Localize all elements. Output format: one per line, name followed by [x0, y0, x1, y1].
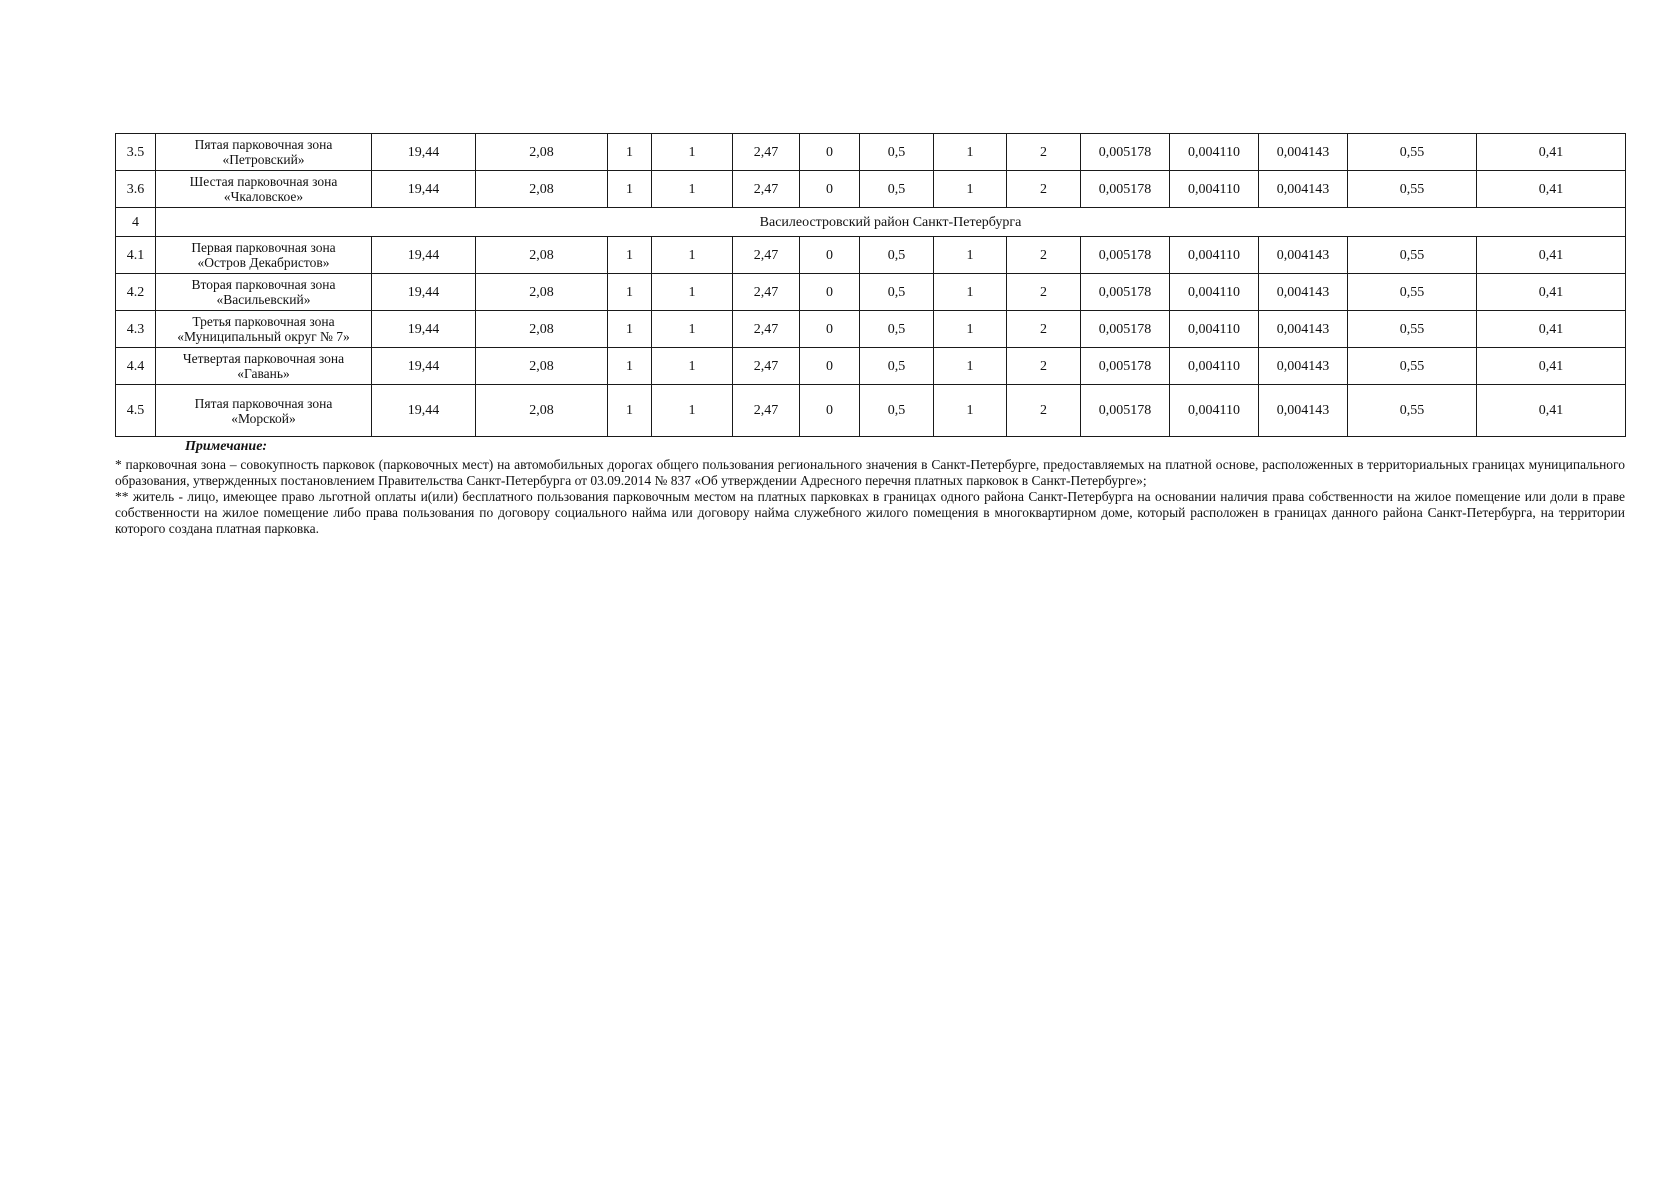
zone-name-quoted: «Чкаловское»	[223, 189, 304, 204]
value-col-10: 1	[934, 171, 1007, 208]
value-col-7: 2,47	[733, 134, 800, 171]
value-col-11: 2	[1007, 274, 1081, 311]
zone-name-quoted: «Остров Декабристов»	[197, 255, 330, 270]
value-col-6: 1	[652, 134, 733, 171]
zone-name	[156, 348, 372, 385]
value-col-4: 2,08	[476, 311, 608, 348]
note-parking-zone: * парковочная зона – совокупность парковок (парковочных мест) на автомобильных дорогах общего пользования регионального значения в Санкт-Петербурге, предоставляемых на платной основе, расположенных в территориальных границах муниципального образования, утвержденных постановлением Правительства Санкт-Петербурга от 03.09.2014 № 837 «Об утверждении Адресного перечня платных парковок в Санкт-Петербурге»;	[115, 457, 1625, 488]
value-col-4: 2,08	[476, 237, 608, 274]
table-body	[116, 134, 1626, 437]
value-col-11: 2	[1007, 134, 1081, 171]
value-col-13: 0,004110	[1170, 311, 1259, 348]
value-col-6: 1	[652, 274, 733, 311]
zone-name-quoted: «Муниципальный округ № 7»	[177, 329, 350, 344]
table-row	[116, 311, 1626, 348]
value-col-13: 0,004110	[1170, 171, 1259, 208]
value-col-16: 0,41	[1477, 274, 1626, 311]
value-col-10: 1	[934, 134, 1007, 171]
value-col-5: 1	[608, 237, 652, 274]
table-row	[116, 385, 1626, 437]
zone-name	[156, 385, 372, 437]
value-col-15: 0,55	[1348, 237, 1477, 274]
value-col-10: 1	[934, 237, 1007, 274]
document-page	[115, 133, 1625, 537]
value-col-11: 2	[1007, 311, 1081, 348]
value-col-9: 0,5	[860, 171, 934, 208]
value-col-6: 1	[652, 171, 733, 208]
value-col-10: 1	[934, 385, 1007, 437]
value-col-16: 0,41	[1477, 171, 1626, 208]
table-row	[116, 348, 1626, 385]
value-col-5: 1	[608, 311, 652, 348]
value-col-16: 0,41	[1477, 311, 1626, 348]
zone-name-line: Пятая парковочная зона	[194, 395, 333, 411]
row-number: 3.6	[116, 171, 156, 208]
parking-tariff-table	[115, 133, 1626, 437]
zone-name	[156, 311, 372, 348]
value-col-6: 1	[652, 385, 733, 437]
value-col-7: 2,47	[733, 171, 800, 208]
table-row	[116, 171, 1626, 208]
value-col-3: 19,44	[372, 171, 476, 208]
value-col-8: 0	[800, 385, 860, 437]
value-col-7: 2,47	[733, 385, 800, 437]
value-col-11: 2	[1007, 385, 1081, 437]
table-row	[116, 134, 1626, 171]
row-number: 4.1	[116, 237, 156, 274]
row-number: 4.2	[116, 274, 156, 311]
value-col-15: 0,55	[1348, 385, 1477, 437]
value-col-3: 19,44	[372, 348, 476, 385]
value-col-8: 0	[800, 237, 860, 274]
value-col-13: 0,004110	[1170, 274, 1259, 311]
zone-name-quoted: «Морской»	[231, 410, 296, 426]
value-col-12: 0,005178	[1081, 237, 1170, 274]
value-col-7: 2,47	[733, 237, 800, 274]
value-col-15: 0,55	[1348, 274, 1477, 311]
value-col-15: 0,55	[1348, 311, 1477, 348]
value-col-8: 0	[800, 171, 860, 208]
zone-name-quoted: «Васильевский»	[216, 292, 311, 307]
value-col-9: 0,5	[860, 274, 934, 311]
value-col-14: 0,004143	[1259, 171, 1348, 208]
value-col-14: 0,004143	[1259, 237, 1348, 274]
zone-name	[156, 171, 372, 208]
table-row	[116, 274, 1626, 311]
value-col-14: 0,004143	[1259, 348, 1348, 385]
value-col-13: 0,004110	[1170, 348, 1259, 385]
notes-title: Примечание:	[185, 439, 268, 454]
value-col-5: 1	[608, 134, 652, 171]
zone-name-line: Четвертая парковочная зона	[182, 351, 345, 366]
value-col-3: 19,44	[372, 274, 476, 311]
value-col-7: 2,47	[733, 348, 800, 385]
zone-name-line: Пятая парковочная зона	[194, 137, 333, 152]
zone-name-quoted: «Гавань»	[237, 366, 290, 381]
value-col-12: 0,005178	[1081, 274, 1170, 311]
zone-name	[156, 274, 372, 311]
value-col-16: 0,41	[1477, 385, 1626, 437]
value-col-13: 0,004110	[1170, 134, 1259, 171]
value-col-5: 1	[608, 385, 652, 437]
value-col-15: 0,55	[1348, 348, 1477, 385]
value-col-16: 0,41	[1477, 134, 1626, 171]
value-col-4: 2,08	[476, 274, 608, 311]
row-number: 3.5	[116, 134, 156, 171]
note-resident: ** житель - лицо, имеющее право льготной оплаты и(или) бесплатного пользования парковочным местом на платных парковках в границах одного района Санкт-Петербурга на основании наличия права собственности на жилое помещение или доли в праве собственности на жилое помещение либо права пользования по договору социального найма или договору найма служебного жилого помещения в многоквартирном доме, который расположен в границах данного района Санкт-Петербурга, на территории которого создана платная парковка.	[115, 489, 1625, 536]
value-col-7: 2,47	[733, 274, 800, 311]
value-col-8: 0	[800, 348, 860, 385]
value-col-15: 0,55	[1348, 171, 1477, 208]
value-col-8: 0	[800, 311, 860, 348]
value-col-9: 0,5	[860, 134, 934, 171]
value-col-4: 2,08	[476, 134, 608, 171]
zone-name-line: Вторая парковочная зона	[191, 277, 336, 292]
value-col-14: 0,004143	[1259, 385, 1348, 437]
zone-name-line: Шестая парковочная зона	[189, 174, 338, 189]
value-col-3: 19,44	[372, 385, 476, 437]
value-col-8: 0	[800, 274, 860, 311]
row-number: 4.4	[116, 348, 156, 385]
value-col-12: 0,005178	[1081, 348, 1170, 385]
row-number: 4	[116, 208, 156, 237]
district-title: Василеостровский район Санкт-Петербурга	[156, 208, 1626, 237]
value-col-14: 0,004143	[1259, 311, 1348, 348]
value-col-15: 0,55	[1348, 134, 1477, 171]
value-col-13: 0,004110	[1170, 385, 1259, 437]
zone-name-quoted: «Петровский»	[222, 152, 305, 167]
value-col-14: 0,004143	[1259, 274, 1348, 311]
value-col-3: 19,44	[372, 134, 476, 171]
value-col-14: 0,004143	[1259, 134, 1348, 171]
value-col-10: 1	[934, 348, 1007, 385]
row-number: 4.3	[116, 311, 156, 348]
value-col-6: 1	[652, 348, 733, 385]
value-col-8: 0	[800, 134, 860, 171]
value-col-7: 2,47	[733, 311, 800, 348]
zone-name-line: Третья парковочная зона	[192, 314, 335, 329]
value-col-4: 2,08	[476, 171, 608, 208]
value-col-9: 0,5	[860, 237, 934, 274]
value-col-16: 0,41	[1477, 237, 1626, 274]
value-col-12: 0,005178	[1081, 171, 1170, 208]
table-row	[116, 237, 1626, 274]
value-col-11: 2	[1007, 171, 1081, 208]
zone-name-line: Первая парковочная зона	[191, 240, 336, 255]
value-col-11: 2	[1007, 348, 1081, 385]
zone-name	[156, 237, 372, 274]
value-col-3: 19,44	[372, 237, 476, 274]
value-col-5: 1	[608, 171, 652, 208]
value-col-9: 0,5	[860, 311, 934, 348]
value-col-12: 0,005178	[1081, 311, 1170, 348]
value-col-13: 0,004110	[1170, 237, 1259, 274]
value-col-11: 2	[1007, 237, 1081, 274]
value-col-3: 19,44	[372, 311, 476, 348]
value-col-16: 0,41	[1477, 348, 1626, 385]
district-row	[116, 208, 1626, 237]
zone-name	[156, 134, 372, 171]
value-col-6: 1	[652, 237, 733, 274]
value-col-10: 1	[934, 311, 1007, 348]
row-number: 4.5	[116, 385, 156, 437]
value-col-4: 2,08	[476, 348, 608, 385]
value-col-10: 1	[934, 274, 1007, 311]
value-col-9: 0,5	[860, 385, 934, 437]
value-col-4: 2,08	[476, 385, 608, 437]
value-col-5: 1	[608, 348, 652, 385]
value-col-5: 1	[608, 274, 652, 311]
value-col-12: 0,005178	[1081, 134, 1170, 171]
value-col-9: 0,5	[860, 348, 934, 385]
value-col-12: 0,005178	[1081, 385, 1170, 437]
value-col-6: 1	[652, 311, 733, 348]
